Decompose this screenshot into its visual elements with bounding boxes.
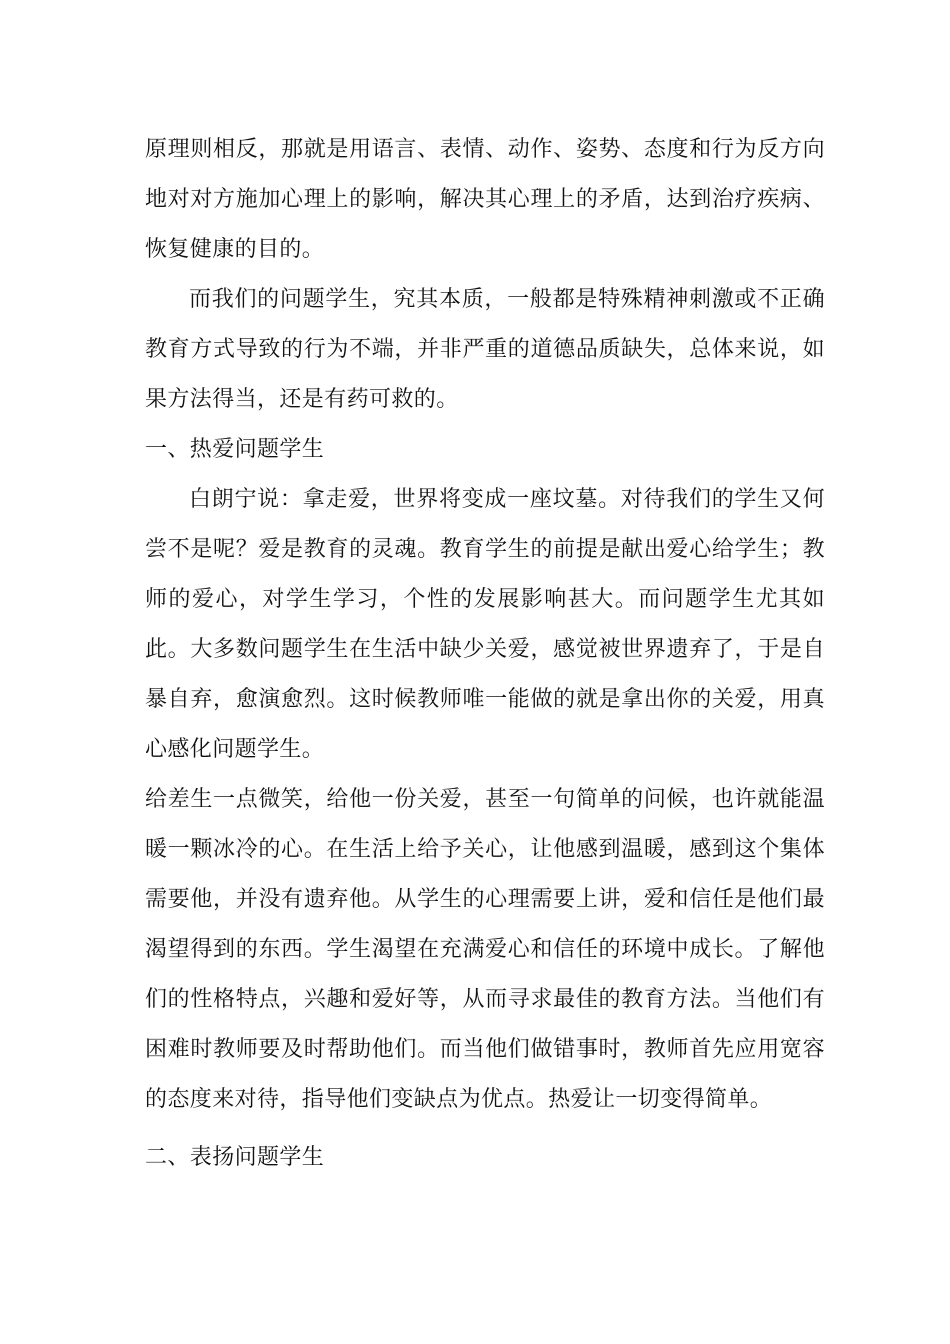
paragraph-continuation: 原理则相反，那就是用语言、表情、动作、姿势、态度和行为反方向地对对方施加心理上的影响，解决其心理上的矛盾，达到治疗疾病、恢复健康的目的。 (145, 137, 825, 262)
paragraph-browning-quote: 白朗宁说：拿走爱，世界将变成一座坟墓。对待我们的学生又何尝不是呢？爱是教育的灵魂。教育学生的前提是献出爱心给学生；教师的爱心，对学生学习，个性的发展影响甚大。而问题学生尤其如此。大多数问题学生在生活中缺少关爱，感觉被世界遗弃了，于是自暴自弃，愈演愈烈。这时候教师唯一能做的就是拿出你的关爱，用真心感化问题学生。 (145, 487, 825, 762)
paragraph-problem-students: 而我们的问题学生，究其本质，一般都是特殊精神刺激或不正确教育方式导致的行为不端，并非严重的道德品质缺失，总体来说，如果方法得当，还是有药可救的。 (145, 287, 825, 412)
section-heading-love: 一、热爱问题学生 (145, 437, 325, 462)
document-body (145, 125, 825, 1183)
section-heading-praise: 二、表扬问题学生 (145, 1145, 325, 1170)
paragraph-smile-care: 给差生一点微笑，给他一份关爱，甚至一句简单的问候，也许就能温暖一颗冰冷的心。在生活上给予关心，让他感到温暖，感到这个集体需要他，并没有遗弃他。从学生的心理需要上讲，爱和信任是他们最渴望得到的东西。学生渴望在充满爱心和信任的环境中成长。了解他们的性格特点，兴趣和爱好等，从而寻求最佳的教育方法。当他们有困难时教师要及时帮助他们。而当他们做错事时，教师首先应用宽容的态度来对待，指导他们变缺点为优点。热爱让一切变得简单。 (145, 787, 825, 1112)
